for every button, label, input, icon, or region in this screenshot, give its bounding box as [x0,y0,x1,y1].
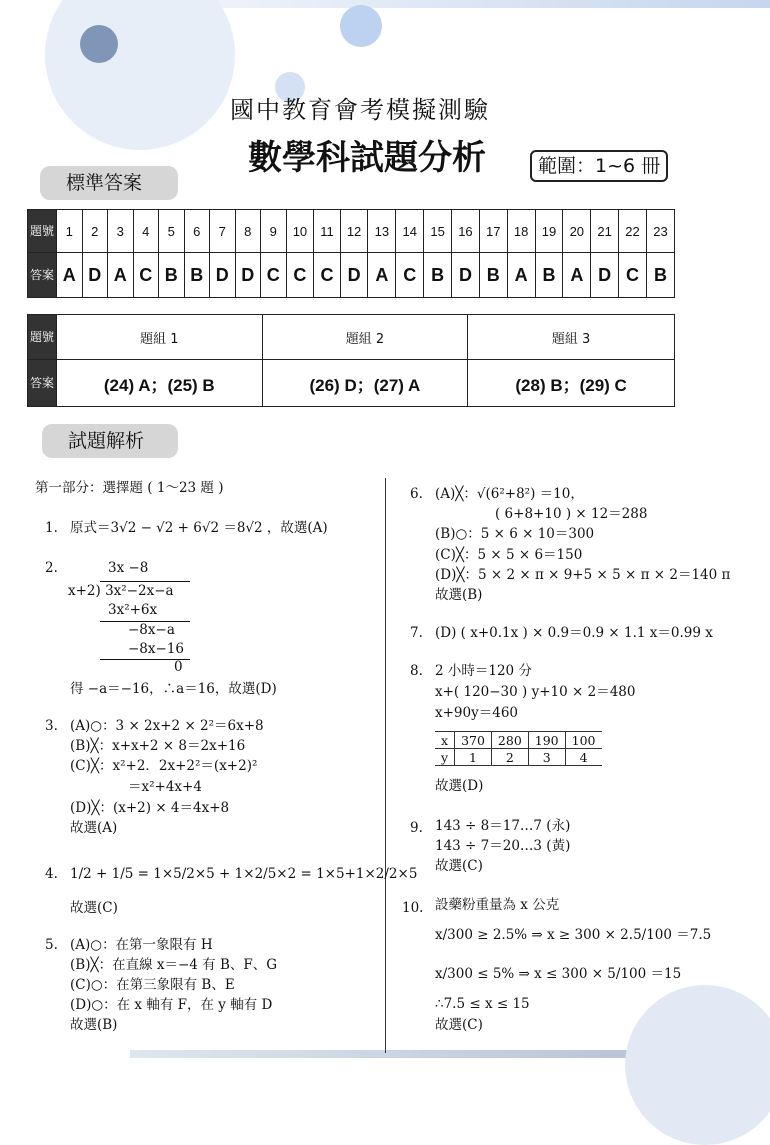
q8-value-table [435,731,602,766]
row-header-answer: 答案 [28,253,57,298]
q8-line: x+90y＝460 [435,705,518,721]
q8-x-value: 280 [491,732,528,749]
column-divider [385,478,386,1053]
q8-conclusion: 故選(D) [435,778,484,794]
question-number-cell: 1 [57,210,83,253]
answer-letter-cell: A [507,253,535,298]
q7-solution: (D) ( x+0.1x ) × 0.9＝0.9 × 1.1 x＝0.99 x [435,625,713,641]
q5-line: 故選(B) [70,1017,118,1033]
q9-line: 143 ÷ 7＝20…3 (黃) [435,838,571,854]
answer-letter-cell: B [646,253,674,298]
q2-line2: −8x−a [128,622,175,638]
group-row-header-answer: 答案 [28,360,57,407]
group-name: 題組 3 [468,315,675,360]
question-number-cell: 3 [108,210,134,253]
q9-number: 9. [410,820,423,836]
question-number-cell: 15 [424,210,452,253]
group-answer: (26) D；(27) A [262,360,468,407]
q2-quotient: 3x −8 [108,560,149,576]
question-number-cell: 18 [507,210,535,253]
q6-line: (C)╳：5 × 5 × 6＝150 [435,547,583,563]
q3-line: ＝x²+4x+4 [128,779,202,795]
question-number-cell: 6 [184,210,210,253]
question-number-cell: 13 [368,210,396,253]
answer-letter-cell: A [108,253,134,298]
question-number-cell: 21 [591,210,619,253]
question-number-cell: 7 [210,210,236,253]
answer-row [28,253,675,298]
q1-solution: 原式＝3√2 − √2 + 6√2 ＝8√2 ，故選(A) [70,520,328,536]
q6-line: 故選(B) [435,587,483,603]
group-answer: (24) A；(25) B [57,360,263,407]
q3-line: (B)╳：x+x+2 × 8＝2x+16 [70,738,246,754]
group-answer: (28) B；(29) C [468,360,675,407]
q5-number: 5. [45,937,58,953]
answer-letter-cell: C [286,253,314,298]
answer-letter-cell: D [452,253,480,298]
number-row [28,210,675,253]
group-name: 題組 2 [262,315,468,360]
question-number-cell: 4 [133,210,159,253]
group-table [27,314,675,407]
q8-x-value: 190 [528,732,565,749]
range-box: 範圍：1~6 冊 [530,150,668,182]
q8-y-value: 2 [491,749,528,766]
decor-bubble-mid [340,5,382,47]
q6-line: (D)╳：5 × 2 × π × 9+5 × 5 × π × 2＝140 π [435,567,731,583]
decor-bubble-small-dark [80,25,118,63]
q6-number: 6. [410,486,423,502]
q8-line: x+( 120−30 ) y+10 × 2＝480 [435,684,636,700]
question-number-cell: 12 [340,210,368,253]
q8-number: 8. [410,663,423,679]
q10-intro: 設藥粉重量為 x 公克 [435,897,560,913]
q9-line: 故選(C) [435,858,483,874]
answer-letter-cell: A [368,253,396,298]
q10-inequality-1: x/300 ≥ 2.5% ⇒ x ≥ 300 × 2.5/100 ＝7.5 [435,927,712,943]
answer-letter-cell: B [479,253,507,298]
q5-line: (A)○：在第一象限有 H [70,937,213,953]
answer-letter-cell: B [184,253,210,298]
q5-line: (B)╳：在直線 x＝−4 有 B、F、G [70,957,278,973]
q5-line: (C)○：在第三象限有 B、E [70,977,235,993]
q8-x-value: 100 [565,732,601,749]
q8-x-label: x [435,732,455,749]
question-number-cell: 14 [396,210,424,253]
q4-number: 4. [45,866,58,882]
q3-number: 3. [45,718,58,734]
q2-line3: −8x−16 [128,641,185,657]
q3-line: (A)○：3 × 2x+2 × 2²＝6x+8 [70,718,264,734]
q10-range: ∴7.5 ≤ x ≤ 15 [435,996,530,1012]
q3-line: 故選(A) [70,820,118,836]
question-number-cell: 19 [535,210,563,253]
q3-line: (C)╳：x²+2．2x+2²＝(x+2)² [70,758,258,774]
q2-line1: 3x²+6x [108,602,158,618]
q2-conclusion: 得 −a＝−16，∴a＝16，故選(D) [70,681,277,697]
answer-letter-cell: C [396,253,424,298]
q8-line: 2 小時＝120 分 [435,663,532,679]
answer-letter-cell: B [424,253,452,298]
answer-letter-cell: B [159,253,185,298]
q7-number: 7. [410,625,423,641]
q8-y-value: 1 [455,749,492,766]
question-number-cell: 11 [314,210,340,253]
answer-letter-cell: A [57,253,83,298]
answer-table [27,209,675,298]
answer-letter-cell: B [535,253,563,298]
q5-line: (D)○：在 x 軸有 F，在 y 軸有 D [70,997,273,1013]
exam-title: 國中教育會考模擬測驗 [230,96,490,124]
question-number-cell: 8 [235,210,261,253]
question-number-cell: 5 [159,210,185,253]
part-title: 第一部分：選擇題 ( 1～23 題 ) [35,480,224,496]
q2-number: 2. [45,560,58,576]
q9-line: 143 ÷ 8＝17…7 (永) [435,818,571,834]
q8-y-label: y [435,749,455,766]
answer-letter-cell: C [314,253,340,298]
q8-x-value: 370 [455,732,492,749]
group-row-header-number: 題號 [28,315,57,360]
decor-bubble-large [45,0,235,150]
question-number-cell: 9 [261,210,287,253]
decor-bubble-bottom [625,985,770,1145]
q1-number: 1. [45,520,58,536]
decor-top-band [130,0,770,8]
answer-letter-cell: D [235,253,261,298]
q6-line: (B)○：5 × 6 × 10＝300 [435,526,595,542]
question-number-cell: 22 [619,210,647,253]
q2-remainder: 0 [174,659,183,675]
answer-letter-cell: D [82,253,108,298]
q4-conclusion: 故選(C) [70,900,118,916]
q6-line: ( 6+8+10 ) × 12＝288 [495,506,648,522]
subject-title: 數學科試題分析 [248,138,486,178]
q8-y-value: 4 [565,749,601,766]
q6-line: (A)╳：√(6²+8²) ＝10， [435,486,584,502]
q10-number: 10. [402,900,424,916]
q10-conclusion: 故選(C) [435,1017,483,1033]
q10-inequality-2: x/300 ≤ 5% ⇒ x ≤ 300 × 5/100 ＝15 [435,966,682,982]
question-number-cell: 10 [286,210,314,253]
question-number-cell: 2 [82,210,108,253]
answer-letter-cell: D [210,253,236,298]
question-number-cell: 20 [563,210,591,253]
q2-dividend: x+2) 3x²−2x−a [68,583,174,599]
question-number-cell: 16 [452,210,480,253]
answers-section-label: 標準答案 [40,166,178,200]
answer-letter-cell: C [261,253,287,298]
answer-letter-cell: A [563,253,591,298]
answer-letter-cell: D [591,253,619,298]
q8-y-value: 3 [528,749,565,766]
analysis-section-label: 試題解析 [42,424,178,458]
q3-line: (D)╳：(x+2) × 4＝4x+8 [70,800,230,816]
decor-bottom-band [130,1050,650,1058]
q4-expression: 1/2 + 1/5 = 1×5/2×5 + 1×2/5×2 = 1×5+1×2/2×5 [70,866,418,882]
answer-letter-cell: C [133,253,159,298]
answer-letter-cell: D [340,253,368,298]
answer-letter-cell: C [619,253,647,298]
group-name: 題組 1 [57,315,263,360]
question-number-cell: 17 [479,210,507,253]
question-number-cell: 23 [646,210,674,253]
row-header-number: 題號 [28,210,57,253]
